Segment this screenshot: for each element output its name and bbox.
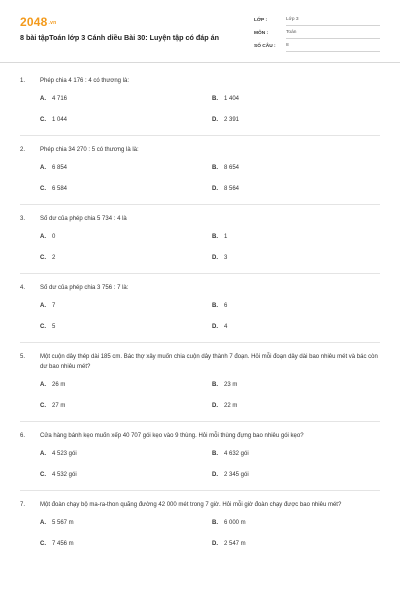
question-number: 6. bbox=[20, 433, 26, 439]
option-key: B. bbox=[212, 451, 218, 457]
option-key: B. bbox=[212, 382, 218, 388]
answer-option[interactable] bbox=[212, 94, 384, 104]
option-key: A. bbox=[40, 382, 46, 388]
meta-row-subject bbox=[254, 27, 380, 39]
option-text: 4 bbox=[224, 324, 228, 330]
answer-options bbox=[40, 518, 380, 549]
question-text-block bbox=[20, 431, 380, 441]
option-key: D. bbox=[212, 186, 218, 192]
question-item bbox=[0, 76, 400, 125]
option-key: D. bbox=[212, 117, 218, 123]
option-text: 5 bbox=[52, 324, 56, 330]
option-key: D. bbox=[212, 324, 218, 330]
option-text: 6 584 bbox=[52, 186, 68, 192]
option-text: 26 m bbox=[52, 382, 66, 388]
option-text: 2 391 bbox=[224, 117, 240, 123]
meta-info bbox=[254, 14, 380, 53]
answer-option[interactable] bbox=[212, 301, 384, 311]
question-text-block bbox=[20, 214, 380, 224]
answer-option[interactable] bbox=[40, 449, 212, 459]
question-item bbox=[0, 145, 400, 194]
option-key: C. bbox=[40, 186, 46, 192]
answer-options bbox=[40, 301, 380, 332]
page-header bbox=[0, 0, 400, 63]
option-key: A. bbox=[40, 234, 46, 240]
question-text-block bbox=[20, 500, 380, 510]
question-divider bbox=[20, 490, 380, 491]
question-text: Số dư của phép chia 5 734 : 4 là bbox=[40, 216, 127, 222]
answer-option[interactable] bbox=[40, 380, 212, 390]
option-text: 6 854 bbox=[52, 165, 68, 171]
question-item bbox=[0, 431, 400, 480]
option-key: D. bbox=[212, 472, 218, 478]
answer-options bbox=[40, 380, 380, 411]
meta-value: Toán bbox=[286, 28, 380, 39]
answer-option[interactable] bbox=[212, 539, 384, 549]
option-key: D. bbox=[212, 255, 218, 261]
question-item bbox=[0, 214, 400, 263]
meta-row-class bbox=[254, 14, 380, 26]
question-text: Phép chia 4 176 : 4 có thương là: bbox=[40, 78, 130, 84]
option-text: 1 044 bbox=[52, 117, 68, 123]
answer-option[interactable] bbox=[212, 518, 384, 528]
question-text-block bbox=[20, 352, 380, 372]
option-key: B. bbox=[212, 165, 218, 171]
question-text: Phép chia 34 270 : 5 có thương là là: bbox=[40, 147, 139, 153]
answer-option[interactable] bbox=[212, 115, 384, 125]
answer-option[interactable] bbox=[40, 401, 212, 411]
answer-options bbox=[40, 163, 380, 194]
option-text: 6 bbox=[224, 303, 228, 309]
site-logo[interactable] bbox=[20, 15, 56, 29]
option-text: 4 532 gói bbox=[52, 472, 77, 478]
option-key: C. bbox=[40, 541, 46, 547]
option-key: D. bbox=[212, 403, 218, 409]
option-key: D. bbox=[212, 541, 218, 547]
option-text: 8 654 bbox=[224, 165, 240, 171]
question-text-block bbox=[20, 283, 380, 293]
answer-option[interactable] bbox=[40, 539, 212, 549]
question-number: 4. bbox=[20, 285, 26, 291]
answer-option[interactable] bbox=[40, 470, 212, 480]
option-text: 4 716 bbox=[52, 96, 68, 102]
option-text: 2 345 gói bbox=[224, 472, 249, 478]
meta-label: SỐ CÂU : bbox=[254, 43, 276, 49]
option-key: C. bbox=[40, 117, 46, 123]
option-text: 0 bbox=[52, 234, 56, 240]
option-key: C. bbox=[40, 472, 46, 478]
question-text-block bbox=[20, 145, 380, 155]
answer-option[interactable] bbox=[40, 518, 212, 528]
answer-option[interactable] bbox=[40, 184, 212, 194]
option-text: 4 523 gói bbox=[52, 451, 77, 457]
answer-option[interactable] bbox=[40, 322, 212, 332]
option-key: A. bbox=[40, 96, 46, 102]
question-text: Cửa hàng bánh kẹo muốn xếp 40 707 gói kẹo vào 9 thùng. Hỏi mỗi thùng đựng bao nhiêu gói kẹo? bbox=[40, 433, 304, 439]
option-text: 4 632 gói bbox=[224, 451, 249, 457]
question-divider bbox=[20, 204, 380, 205]
question-text-block bbox=[20, 76, 380, 86]
page-title: 8 bài tậpToán lớp 3 Cánh diều Bài 30: Luyện tập có đáp án bbox=[20, 33, 220, 42]
option-text: 6 000 m bbox=[224, 520, 246, 526]
answer-option[interactable] bbox=[212, 449, 384, 459]
question-divider bbox=[20, 135, 380, 136]
option-key: A. bbox=[40, 520, 46, 526]
option-text: 2 bbox=[52, 255, 56, 261]
answer-option[interactable] bbox=[40, 253, 212, 263]
answer-option[interactable] bbox=[40, 301, 212, 311]
question-item bbox=[0, 500, 400, 549]
meta-label: MÔN : bbox=[254, 30, 269, 36]
option-key: C. bbox=[40, 403, 46, 409]
question-number: 2. bbox=[20, 147, 26, 153]
option-text: 22 m bbox=[224, 403, 238, 409]
question-number: 7. bbox=[20, 502, 26, 508]
option-key: A. bbox=[40, 165, 46, 171]
option-text: 27 m bbox=[52, 403, 66, 409]
option-text: 7 bbox=[52, 303, 56, 309]
option-text: 5 567 m bbox=[52, 520, 74, 526]
option-key: B. bbox=[212, 234, 218, 240]
question-divider bbox=[20, 342, 380, 343]
answer-option[interactable] bbox=[212, 322, 384, 332]
answer-option[interactable] bbox=[40, 115, 212, 125]
question-divider bbox=[20, 421, 380, 422]
logo-tld: .vn bbox=[48, 19, 57, 26]
answer-option[interactable] bbox=[40, 163, 212, 173]
option-key: B. bbox=[212, 303, 218, 309]
option-text: 7 456 m bbox=[52, 541, 74, 547]
question-text: Một cuộn dây thép dài 185 cm. Bác thợ xây muốn chia cuộn dây thành 7 đoạn. Hỏi mỗi đoạn dây dài bao nhiêu mét và bác còn dư bao nhiêu mét? bbox=[40, 354, 378, 370]
option-text: 8 564 bbox=[224, 186, 240, 192]
question-item bbox=[0, 352, 400, 411]
question-text: Một đoàn chạy bộ ma-ra-thon quãng đường 42 000 mét trong 7 giờ. Hỏi mỗi giờ đoàn chạy được bao nhiêu mét? bbox=[40, 502, 342, 508]
option-key: A. bbox=[40, 303, 46, 309]
option-key: C. bbox=[40, 255, 46, 261]
answer-option[interactable] bbox=[40, 232, 212, 242]
question-number: 3. bbox=[20, 216, 26, 222]
answer-options bbox=[40, 232, 380, 263]
question-number: 5. bbox=[20, 354, 26, 360]
answer-option[interactable] bbox=[212, 470, 384, 480]
option-key: C. bbox=[40, 324, 46, 330]
question-text: Số dư của phép chia 3 756 : 7 là: bbox=[40, 285, 129, 291]
answer-option[interactable] bbox=[212, 253, 384, 263]
meta-label: LỚP : bbox=[254, 17, 268, 23]
answer-option[interactable] bbox=[212, 232, 384, 242]
option-text: 2 547 m bbox=[224, 541, 246, 547]
question-number: 1. bbox=[20, 78, 26, 84]
answer-option[interactable] bbox=[212, 380, 384, 390]
option-text: 3 bbox=[224, 255, 228, 261]
answer-options bbox=[40, 94, 380, 125]
answer-option[interactable] bbox=[212, 184, 384, 194]
logo-text: 2048 bbox=[20, 15, 48, 29]
question-item bbox=[0, 283, 400, 332]
option-key: B. bbox=[212, 96, 218, 102]
answer-option[interactable] bbox=[212, 401, 384, 411]
option-text: 1 bbox=[224, 234, 228, 240]
option-text: 23 m bbox=[224, 382, 238, 388]
option-text: 1 404 bbox=[224, 96, 240, 102]
option-key: B. bbox=[212, 520, 218, 526]
meta-value: Lớp 3 bbox=[286, 15, 380, 26]
meta-value: 8 bbox=[286, 41, 380, 52]
meta-row-count bbox=[254, 40, 380, 52]
question-divider bbox=[20, 273, 380, 274]
question-list bbox=[0, 76, 400, 549]
answer-options bbox=[40, 449, 380, 480]
option-key: A. bbox=[40, 451, 46, 457]
answer-option[interactable] bbox=[40, 94, 212, 104]
answer-option[interactable] bbox=[212, 163, 384, 173]
